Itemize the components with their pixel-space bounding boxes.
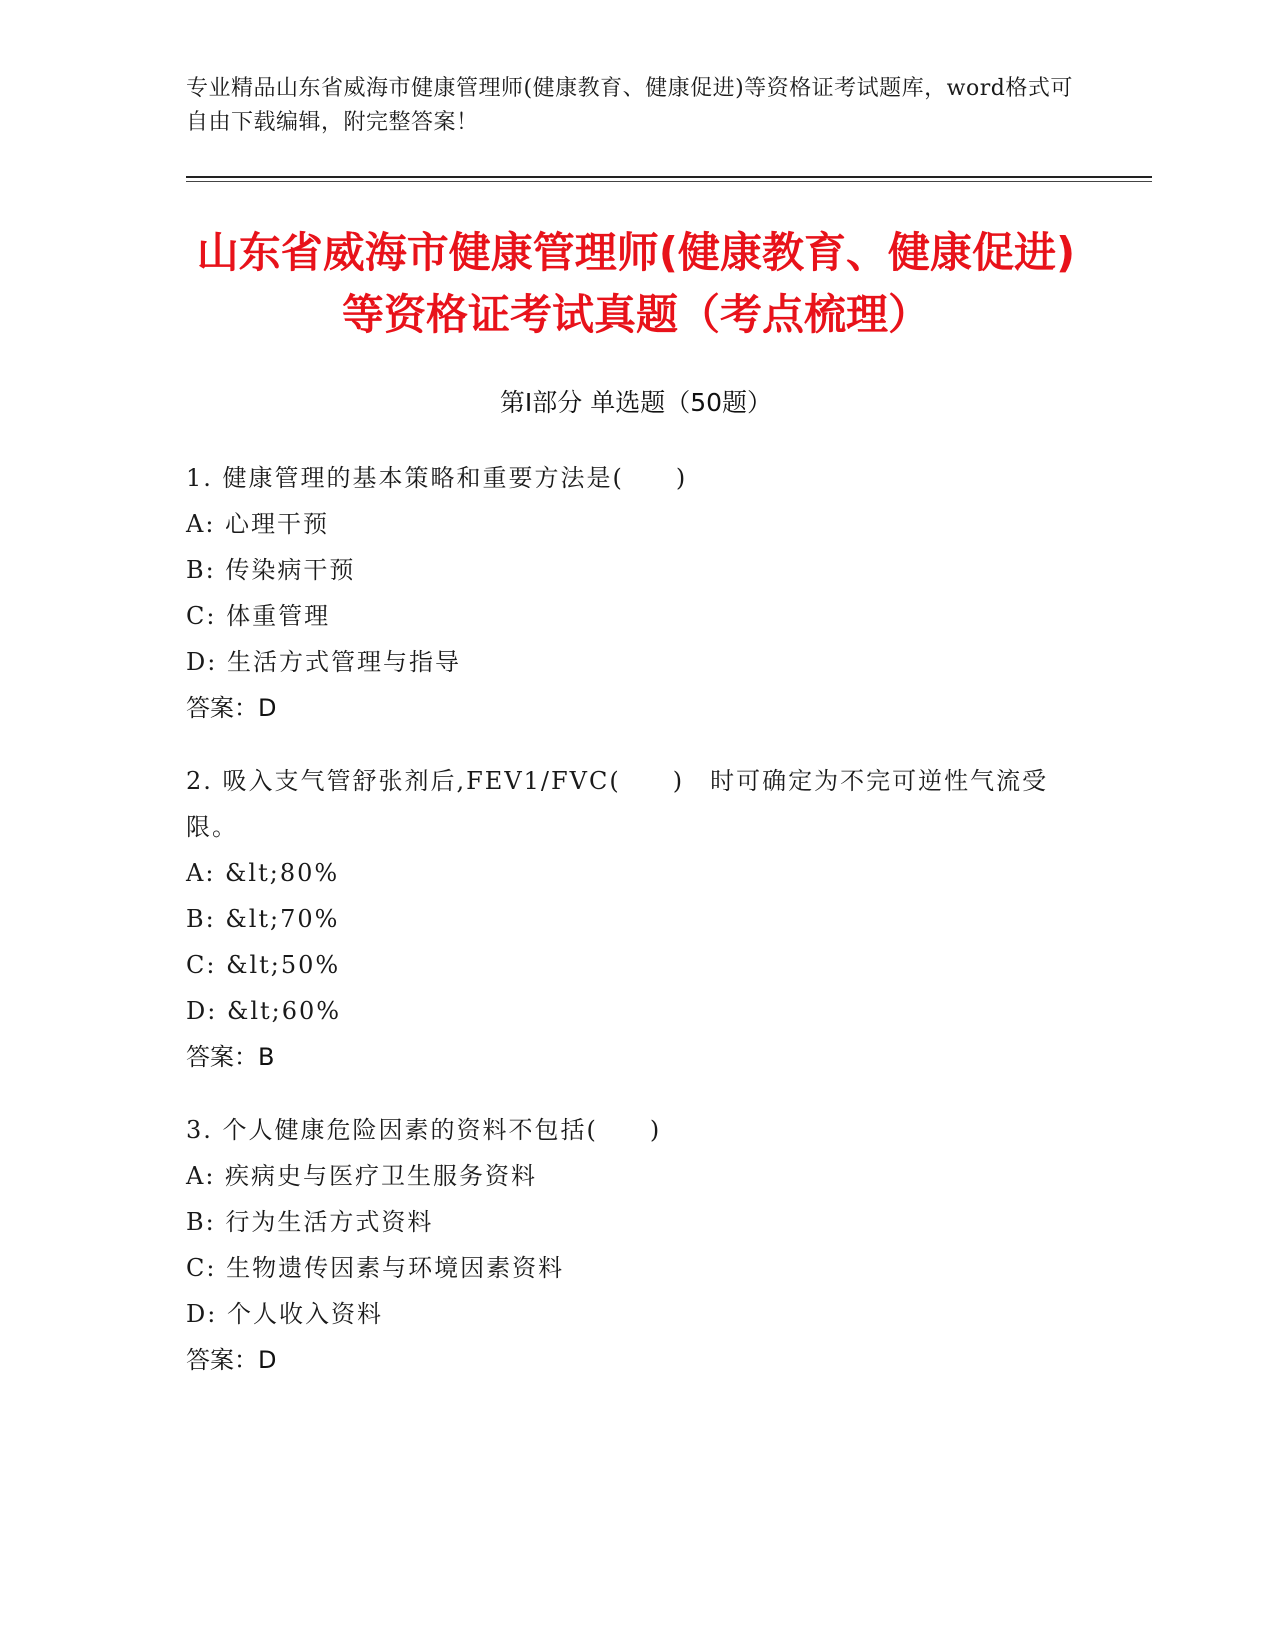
document-title: 山东省威海市健康管理师(健康教育、健康促进)等资格证考试真题（考点梳理） bbox=[196, 228, 1076, 339]
option-c: C: &lt;50% bbox=[186, 951, 341, 979]
header-rule-thick bbox=[186, 176, 1152, 178]
option-b: B: 行为生活方式资料 bbox=[186, 1208, 434, 1236]
question-2 bbox=[186, 758, 1086, 1080]
section-title: 第Ⅰ部分 单选题（50题） bbox=[499, 388, 773, 417]
question-stem: 3. 个人健康危险因素的资料不包括( ) bbox=[186, 1116, 662, 1144]
option-a: A: 心理干预 bbox=[186, 510, 330, 538]
option-a: A: &lt;80% bbox=[186, 859, 340, 887]
answer: 答案：D bbox=[186, 1346, 277, 1374]
option-b: B: 传染病干预 bbox=[186, 556, 356, 584]
answer: 答案：B bbox=[186, 1043, 275, 1071]
answer: 答案：D bbox=[186, 694, 277, 722]
question-stem: 1. 健康管理的基本策略和重要方法是( ) bbox=[186, 464, 688, 492]
question-1 bbox=[186, 455, 1086, 731]
question-stem: 2. 吸入支气管舒张剂后,FEV1/FVC( ) 时可确定为不完可逆性气流受限。 bbox=[186, 767, 1049, 841]
option-c: C: 体重管理 bbox=[186, 602, 331, 630]
option-d: D: &lt;60% bbox=[186, 997, 342, 1025]
option-b: B: &lt;70% bbox=[186, 905, 340, 933]
option-c: C: 生物遗传因素与环境因素资料 bbox=[186, 1254, 565, 1282]
question-3 bbox=[186, 1107, 1086, 1383]
header-rule-thin bbox=[186, 181, 1152, 182]
option-a: A: 疾病史与医疗卫生服务资料 bbox=[186, 1162, 538, 1190]
option-d: D: 个人收入资料 bbox=[186, 1300, 383, 1328]
option-d: D: 生活方式管理与指导 bbox=[186, 648, 461, 676]
header-note: 专业精品山东省威海市健康管理师(健康教育、健康促进)等资格证考试题库，word格式可自由下载编辑，附完整答案！ bbox=[186, 76, 1073, 135]
